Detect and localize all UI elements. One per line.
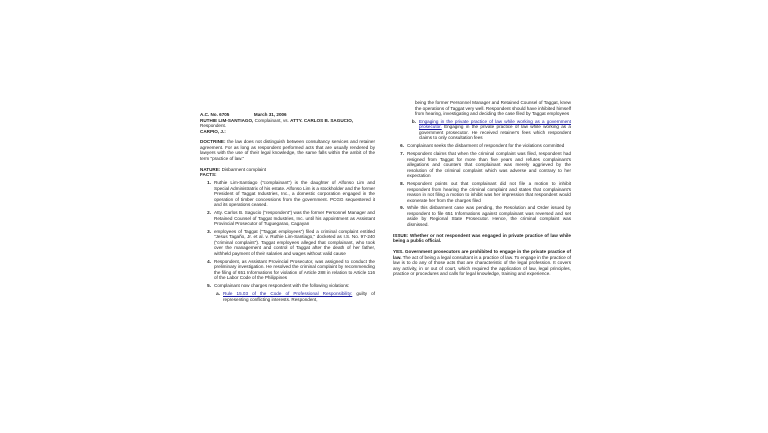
fact-number: 2. bbox=[207, 210, 211, 216]
violation-a-link[interactable]: Rule 15.03 of the Code of Professional Responsibility: bbox=[223, 291, 353, 297]
right-column bbox=[393, 100, 571, 279]
fact-item bbox=[200, 259, 375, 281]
fact-number: 5. bbox=[207, 283, 211, 289]
ruling-lead: YES. Government prosecutors are prohibited to engage in the private practice of law. bbox=[393, 249, 571, 260]
violation-b-number: b. bbox=[411, 118, 416, 124]
fact-item bbox=[393, 181, 571, 203]
complainant-name: RUTHIE LIM-SANTIAGO, bbox=[200, 117, 254, 123]
nature-label: NATURE: bbox=[200, 166, 221, 172]
fact-text: Respondent points out that complainant did not file a motion to inhibit respondent from hearing the criminal complaint and states that complainant's reason in not filing a motion to inhibit was her impression that respondent would exonerate her from the charges filed bbox=[407, 181, 571, 203]
fact-text: Ruthie Lim-Santiago ("complainant") is the daughter of Alfonso Lim and Special Administratrix of his estate. Alfonso Lim is a stockholder and the former President of Taggat Industries, Inc., a domestic corporation engaged in the operation of timber concessions from the government. PCGG sequestered it and its operations ceased. bbox=[214, 180, 375, 208]
violation-a-text: guilty of representing conflicting interests. Respondent, bbox=[223, 291, 375, 302]
fact-text: Respondent claims that when the criminal complaint was filed, respondent had resigned from Taggat for more than five years and refutes complainant's allegations and counters that complainant was merely aggrieved by the resolution of the criminal complaint which was adverse and contrary to her expectation bbox=[407, 151, 571, 179]
fact-number: 9. bbox=[400, 205, 404, 211]
case-header bbox=[200, 112, 375, 134]
fact-number: 6. bbox=[400, 143, 404, 149]
fact-text: Complainant now charges respondent with the following violations: bbox=[214, 283, 350, 289]
fact-number: 3. bbox=[207, 228, 211, 234]
ponente: CARPIO, J.: bbox=[200, 128, 226, 134]
fact-text: employees of Taggat ("Taggat employees") filed a criminal complaint entitled "Jesus Tagaño, Jr. et al. v. Ruthie Lim-Santiago," docketed as I.S. No. 97-240 ("criminal complaint"). Taggat employees alleged that complainant, who took over the management and control of Taggat after the death of her father, withheld payment of their salaries and wages without valid cause bbox=[214, 228, 375, 256]
respondent-role: Respondent. bbox=[200, 123, 227, 128]
respondent-name: ATTY. CARLOS B. SAGUCIO, bbox=[290, 117, 354, 123]
left-column bbox=[200, 112, 375, 305]
violation-a-number: a. bbox=[216, 291, 220, 297]
fact-text: Complainant seeks the disbarment of respondent for the violations committed bbox=[407, 143, 565, 149]
fact-number: 8. bbox=[400, 181, 404, 187]
ruling-text: The act of being a legal consultant is a practice of law. To engage in the practice of law is to do any of those acts that are characteristic of the legal profession. It covers any activity, in or out of court, which required the application of law, legal principles, practice or procedures and calls for legal knowledge, training and experience. bbox=[393, 254, 571, 277]
fact-text: While this disbarment case was pending, the Resolution and Order issued by respondent to file 651 Informations against complainant was reversed and set aside by Regional State Prosecutor. Hence, the criminal complaint was dismissed. bbox=[407, 205, 571, 227]
fact-number: 1. bbox=[207, 180, 211, 186]
violation-a bbox=[211, 291, 375, 302]
nature-text: Disbarment complaint bbox=[221, 166, 267, 172]
complainant-role: Complainant, vs. bbox=[254, 117, 289, 123]
ruling-paragraph bbox=[393, 249, 571, 277]
fact-number: 7. bbox=[400, 151, 404, 157]
fact-number: 4. bbox=[207, 258, 211, 264]
fact-item bbox=[200, 283, 375, 289]
violation-b-text: Engaging in the private practice of law while working as a government prosecutor. He received retainer's fees which respondent claims to only consultation fees bbox=[419, 124, 571, 141]
doctrine-paragraph bbox=[200, 139, 375, 161]
case-number: A.C. No. 6705 bbox=[200, 112, 230, 117]
violation-b-link[interactable]: Engaging in the private practice of law while working as a government prosecutor. bbox=[419, 118, 571, 130]
fact-item bbox=[200, 229, 375, 257]
fact-item bbox=[393, 151, 571, 179]
fact-item bbox=[393, 143, 571, 149]
fact-item bbox=[200, 180, 375, 208]
doctrine-label: DOCTRINE: bbox=[200, 139, 226, 145]
fact-item bbox=[393, 205, 571, 227]
violation-b bbox=[407, 119, 571, 141]
facts-list bbox=[200, 180, 375, 289]
doctrine-text: the law does not distinguish between consultancy services and retainer agreement. For as long as respondent performed acts that are usually rendered by lawyers with the use of their legal knowledge, the same falls within the ambit of the term "practice of law." bbox=[200, 139, 375, 161]
issue-paragraph: ISSUE: Whether or not respondent was engaged in private practice of law while being a public official. bbox=[393, 232, 571, 244]
violation-a-continued: being the former Personnel Manager and Retained Counsel of Taggat, knew the operations of Taggat very well. Respondent should have inhibited himself from hearing, investigating and deciding the case filed by Taggat employees bbox=[415, 100, 571, 116]
fact-text: Respondent, as Assistant Provincial Prosecutor, was assigned to conduct the preliminary investigation. He resolved the criminal complaint by recommending the filing of 651 Informations for violation of Article 288 in relation to Article 116 of the Labor Code of the Philippines bbox=[214, 258, 375, 281]
fact-item bbox=[200, 210, 375, 227]
case-date: March 31, 2006 bbox=[253, 112, 287, 117]
facts-list-continued bbox=[393, 143, 571, 227]
fact-text: Atty. Carlos B. Sagucio ("respondent") was the former Personnel Manager and Retained Counsel of Taggat Industries, Inc. until his appointment as Assistant Provincial Prosecutor of Tuguegarao, Cagayan bbox=[214, 210, 375, 227]
facts-label: FACTS: bbox=[200, 172, 217, 178]
